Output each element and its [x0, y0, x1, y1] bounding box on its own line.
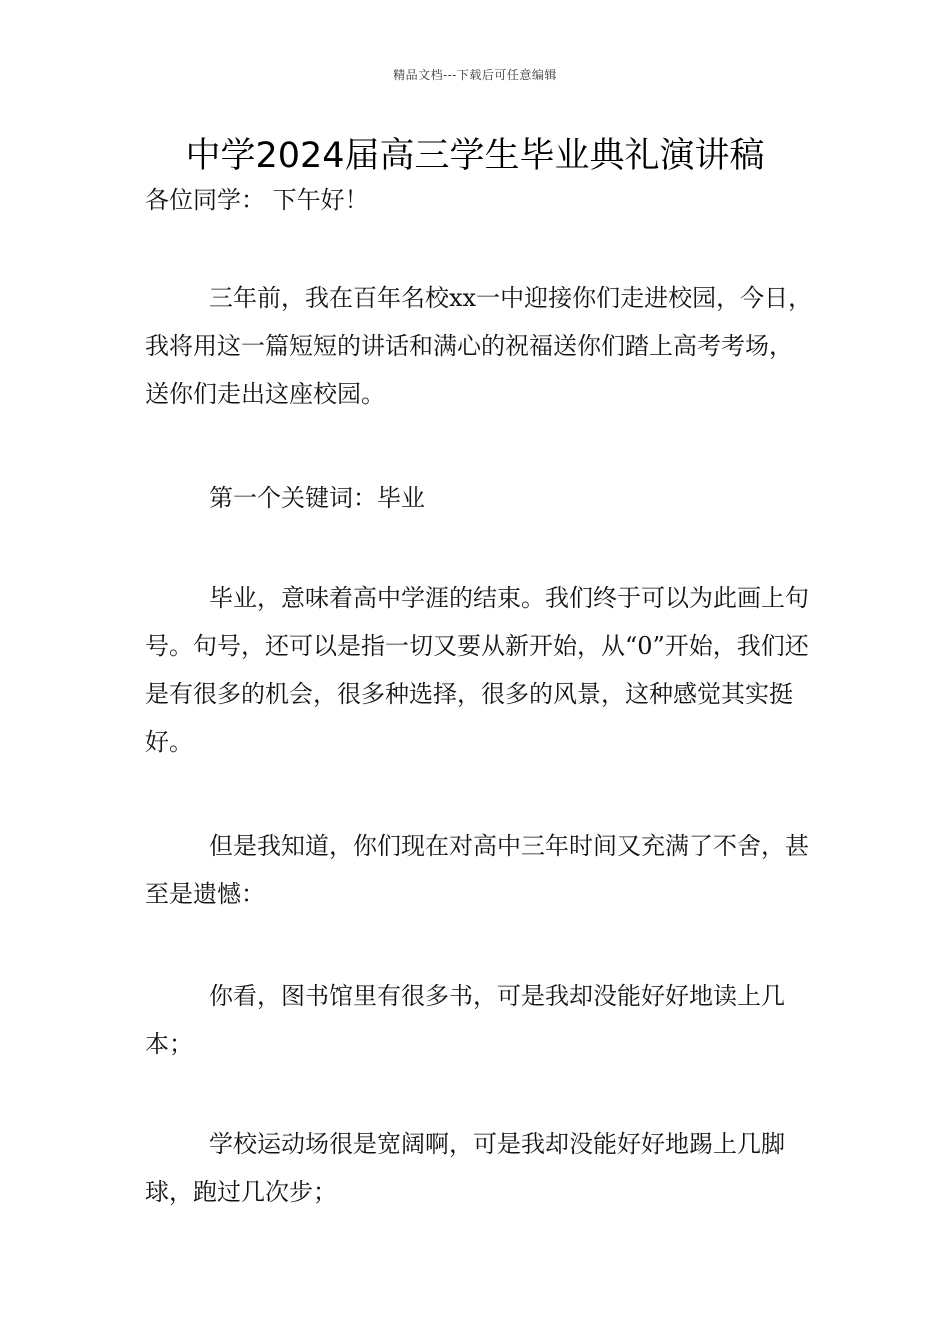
- paragraph-intro: 三年前，我在百年名校xx一中迎接你们走进校园，今日，我将用这一篇短短的讲话和满心的祝福送你们踏上高考考场，送你们走出这座校园。: [145, 284, 813, 408]
- paragraph-sports-field: 学校运动场很是宽阔啊，可是我却没能好好地踢上几脚球，跑过几次步；: [145, 1130, 785, 1206]
- header-note: 精品文档---下载后可任意编辑: [393, 68, 557, 82]
- paragraph-keyword-heading: 第一个关键词：毕业: [209, 484, 425, 512]
- greeting: 各位同学： 下午好！: [145, 186, 369, 214]
- paragraph-regret-intro: 但是我知道，你们现在对高中三年时间又充满了不舍，甚至是遗憾：: [145, 832, 809, 908]
- paragraph-library: 你看，图书馆里有很多书，可是我却没能好好地读上几本；: [145, 982, 785, 1058]
- paragraph-graduation: 毕业，意味着高中学涯的结束。我们终于可以为此画上句号。句号，还可以是指一切又要从新开始，从“0”开始，我们还是有很多的机会，很多种选择，很多的风景，这种感觉其实挺好。: [145, 584, 809, 756]
- document-title: 中学2024届高三学生毕业典礼演讲稿: [185, 136, 765, 176]
